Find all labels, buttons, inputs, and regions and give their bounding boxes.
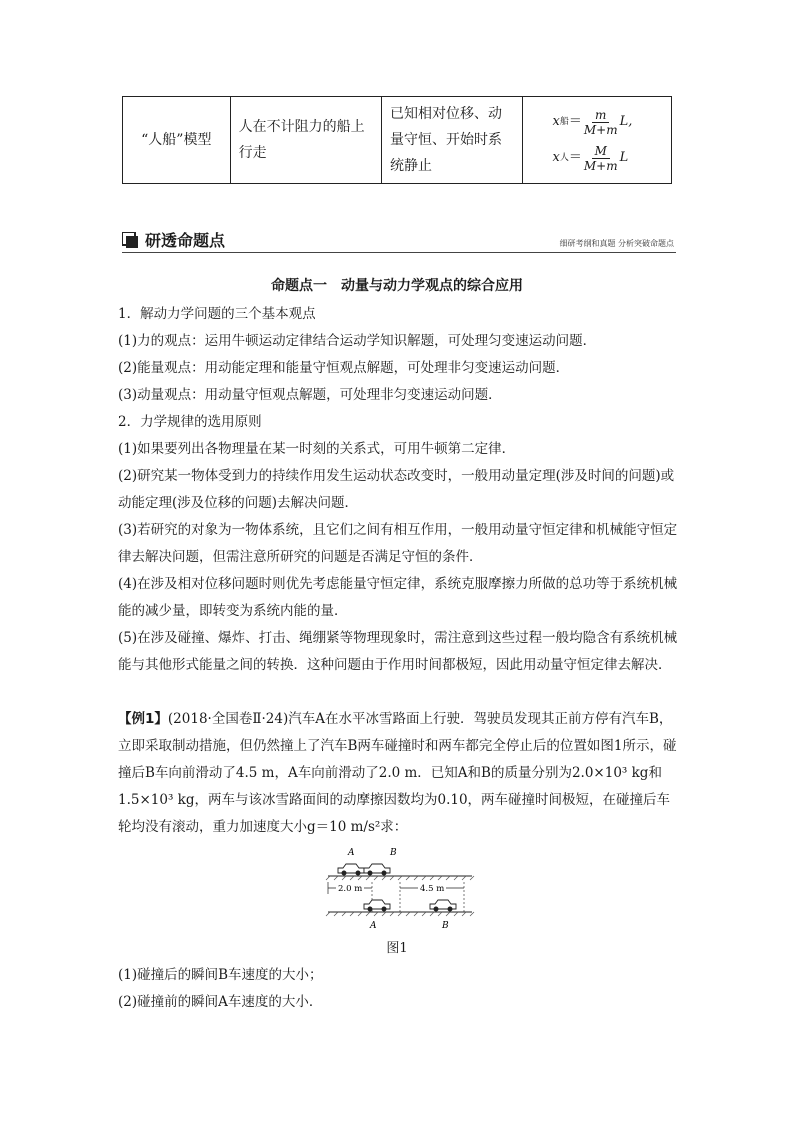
fraction <box>584 108 618 137</box>
table-cell-condition: 已知相对位移、动量守恒、开始时系统静止 <box>382 97 522 183</box>
ground-hatch-bottom <box>326 912 474 916</box>
label-b-bottom: B <box>442 921 449 931</box>
ground-hatch-top <box>326 876 474 880</box>
fraction-den: M+m <box>583 158 618 173</box>
car-b-bottom <box>430 900 456 912</box>
section-divider <box>122 252 676 253</box>
section-square-icon <box>122 232 138 248</box>
formula-person: x 人 ＝ $\frac{M}{M+m}$ L <box>552 143 629 173</box>
fraction-den: M+m <box>583 122 618 137</box>
figure-caption: 图1 <box>386 941 408 956</box>
formula-tail: L, <box>619 114 633 129</box>
section-subtitle: 细研考纲和真题 分析突破命题点 <box>559 239 674 248</box>
formula-sub: 船 <box>559 117 569 127</box>
formula-tail: L <box>619 150 629 165</box>
label-a-top: A <box>348 848 355 858</box>
formula-sub: 人 <box>559 153 569 163</box>
heading-2: 2．力学规律的选用原则 <box>118 414 262 430</box>
principle-5: (5)在涉及碰撞、爆炸、打击、绳绷紧等物理现象时，需注意到这些过程一般均隐含有系统机械能与其他形式能量之间的转换．这种问题由于作用时间都极短，因此用动量守恒定律去解决． <box>118 630 678 673</box>
formula-var: x <box>552 114 560 129</box>
distance-a: 2.0 m <box>338 884 363 894</box>
paragraph-energy: (2)能量观点：用动能定理和能量守恒观点解题，可处理非匀变速运动问题． <box>118 360 570 376</box>
label-b-top: B <box>390 848 397 858</box>
model-table <box>122 96 672 184</box>
car-a-bottom <box>364 900 390 912</box>
formula-var: x <box>552 150 560 165</box>
table-cell-formula <box>523 97 672 183</box>
paragraph-momentum: (3)动量观点：用动量守恒观点解题，可处理非匀变速运动问题． <box>118 387 502 403</box>
example-text: (2018·全国卷Ⅱ·24)汽车A在水平冰雪路面上行驶．驾驶员发现其正前方停有汽车B，立即采取制动措施，但仍然撞上了汽车B两车碰撞时和两车都完全停止后的位置如图1所示，碰撞后B车向前滑动了4.5 m，A车向前滑动了2.0 m．已知A和B的质量分别为2.0×10³ kg和1.5×10³ kg，两车与该冰雪路面间的动摩擦因数均为0.10，两车碰撞时间极短，在碰撞后车轮均没有滚动，重力加速度大小g＝10 m/s²求： <box>118 711 677 835</box>
topic-title: 命题点一 动量与动力学观点的综合应用 <box>271 278 523 294</box>
formula-boat: x 船 ＝ $\frac{m}{M+m}$ L, <box>552 107 633 137</box>
question-2: (2)碰撞前的瞬间A车速度的大小． <box>118 994 323 1010</box>
table-cell-model: “人船”模型 <box>123 97 231 183</box>
collision-figure <box>318 842 478 932</box>
principle-3: (3)若研究的对象为一物体系统，且它们之间有相互作用，一般用动量守恒定律和机械能守恒定律去解决问题，但需注意所研究的问题是否满足守恒的条件． <box>118 522 678 565</box>
car-b-top <box>364 864 390 876</box>
label-a-bottom: A <box>370 921 377 931</box>
table-cell-situation: 人在不计阻力的船上行走 <box>231 97 382 183</box>
principle-1: (1)如果要列出各物理量在某一时刻的关系式，可用牛顿第二定律． <box>118 441 516 457</box>
example-label: 【例1】 <box>118 711 168 727</box>
example-1 <box>118 706 678 841</box>
section-title: 研透命题点 <box>145 231 226 250</box>
question-1: (1)碰撞后的瞬间B车速度的大小； <box>118 967 323 983</box>
paragraph-force: (1)力的观点：运用牛顿运动定律结合运动学知识解题，可处理匀变速运动问题． <box>118 333 597 349</box>
car-a-top <box>338 864 364 876</box>
distance-b: 4.5 m <box>420 884 445 894</box>
fraction-num: m <box>592 108 609 123</box>
principle-2: (2)研究某一物体受到力的持续作用发生运动状态改变时，一般用动量定理(涉及时间的问题)或动能定理(涉及位移的问题)去解决问题． <box>118 468 675 511</box>
heading-1: 1．解动力学问题的三个基本观点 <box>118 306 316 322</box>
fraction <box>584 144 618 173</box>
principle-4: (4)在涉及相对位移问题时则优先考虑能量守恒定律，系统克服摩擦力所做的总功等于系统机械能的减少量，即转变为系统内能的量． <box>118 576 678 619</box>
fraction-num: M <box>592 144 610 159</box>
